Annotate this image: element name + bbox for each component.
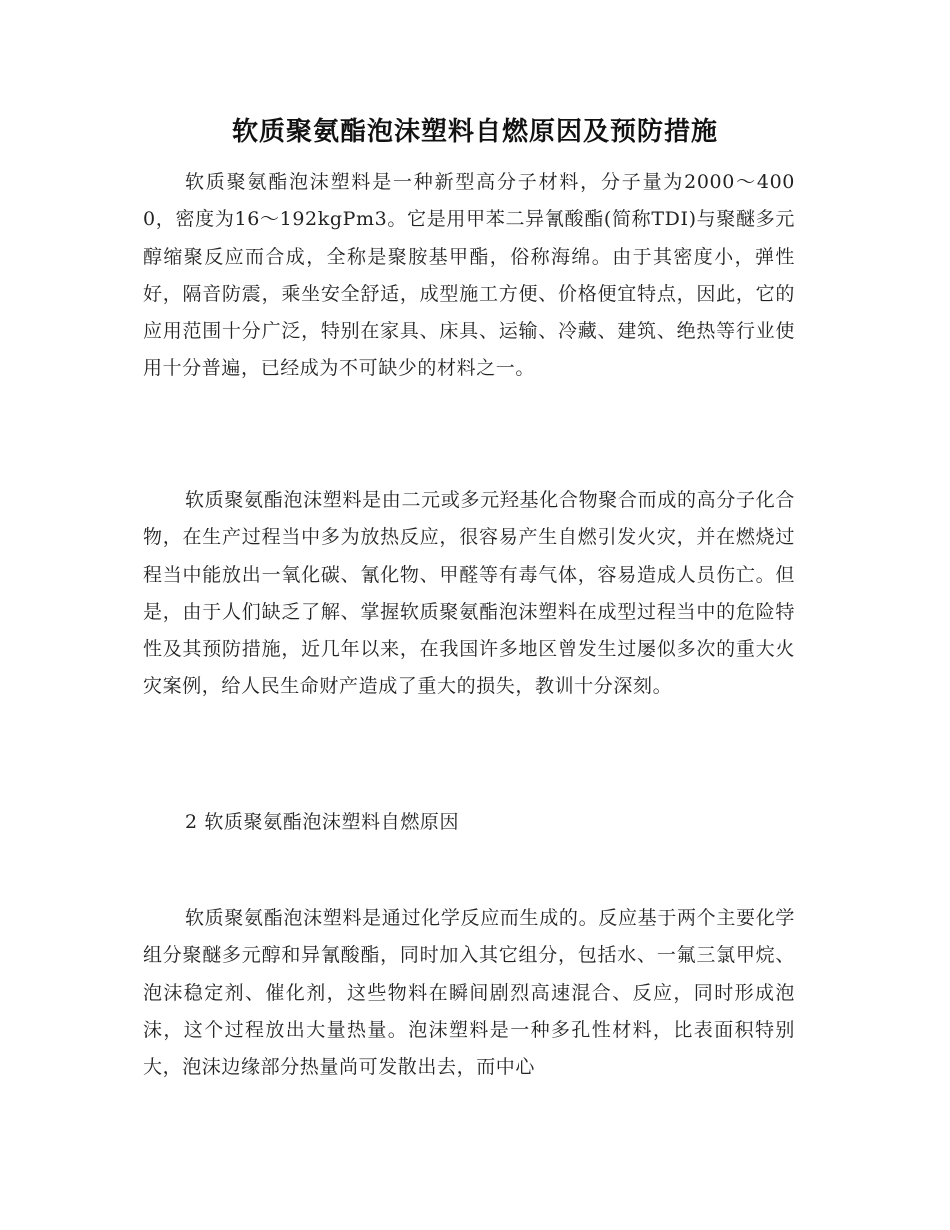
section-heading: 2 软质聚氨酯泡沫塑料自燃原因 [185,811,460,833]
body-paragraph: 软质聚氨酯泡沫塑料是一种新型高分子材料，分子量为2000～4000，密度为16～192kgPm3。它是用甲苯二异氰酸酯(简称TDI)与聚醚多元醇缩聚反应而合成，全称是聚胺基甲酯，俗称海绵。由于其密度小，弹性好，隔音防震，乘坐安全舒适，成型施工方便、价格便宜特点，因此，它的应用范围十分广泛，特别在家具、床具、运输、冷藏、建筑、绝热等行业使用十分普遍，已经成为不可缺少的材料之一。 [143,171,795,380]
document-title: 软质聚氨酯泡沫塑料自燃原因及预防措施 [231,117,718,147]
body-paragraph: 软质聚氨酯泡沫塑料是由二元或多元羟基化合物聚合而成的高分子化合物，在生产过程当中多为放热反应，很容易产生自燃引发火灾，并在燃烧过程当中能放出一氧化碳、氰化物、甲醛等有毒气体，容易造成人员伤亡。但是，由于人们缺乏了解、掌握软质聚氨酯泡沫塑料在成型过程当中的危险特性及其预防措施，近几年以来，在我国许多地区曾发生过屡似多次的重大火灾案例，给人民生命财产造成了重大的损失，教训十分深刻。 [143,489,795,698]
body-paragraph: 软质聚氨酯泡沫塑料是通过化学反应而生成的。反应基于两个主要化学组分聚醚多元醇和异氰酸酯，同时加入其它组分，包括水、一氟三氯甲烷、泡沫稳定剂、催化剂，这些物料在瞬间剧烈高速混合、反应，同时形成泡沫，这个过程放出大量热量。泡沫塑料是一种多孔性材料，比表面积特别大，泡沫边缘部分热量尚可发散出去，而中心 [143,907,795,1079]
